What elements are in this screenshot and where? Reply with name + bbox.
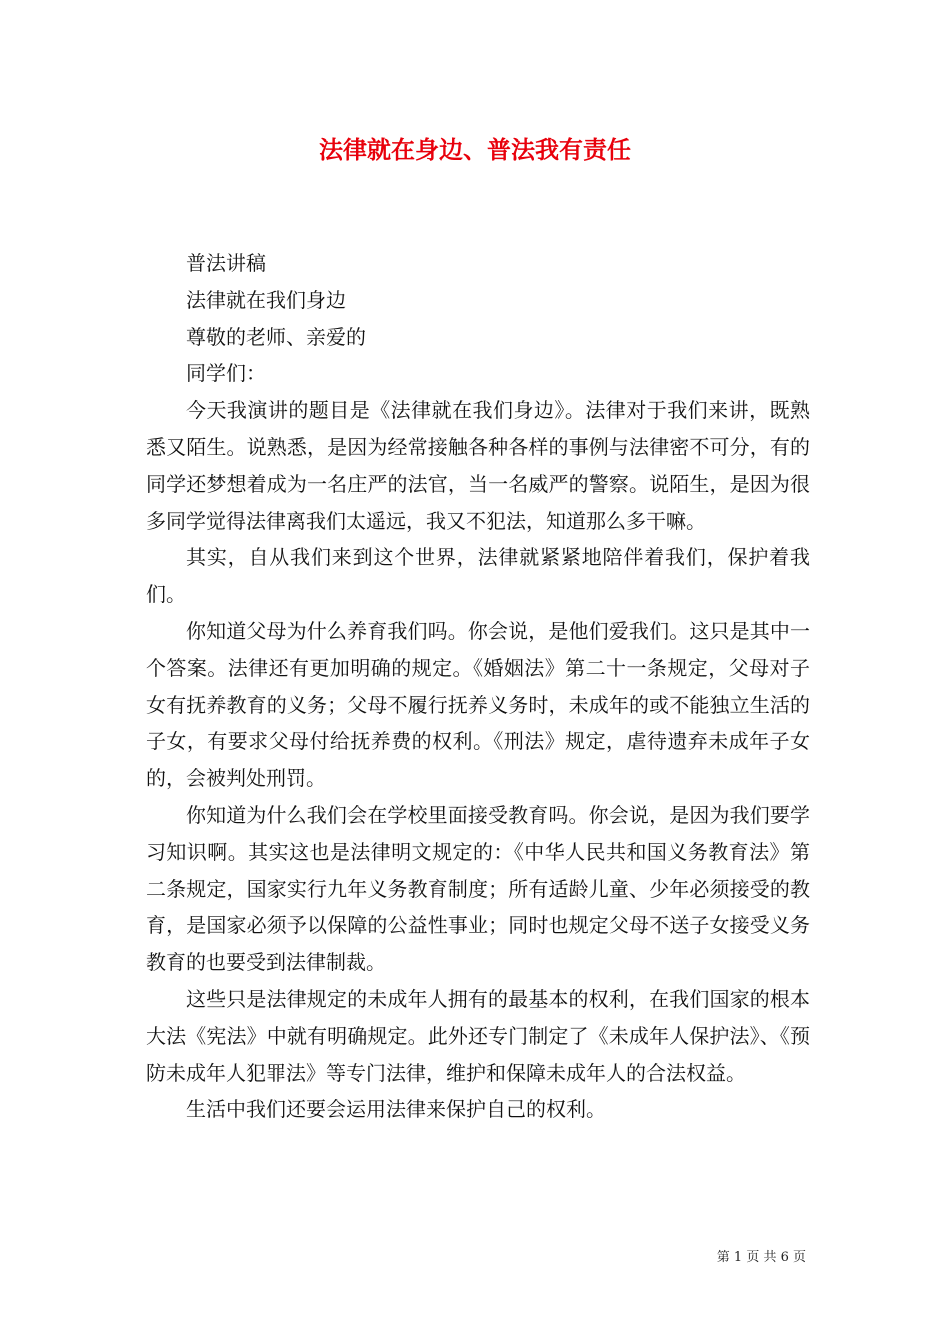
- document-title: 法律就在身边、普法我有责任: [319, 135, 631, 164]
- paragraph: 同学们：: [186, 361, 266, 386]
- paragraph: 其实，自从我们来到这个世界，法律就紧紧地陪伴着我们，保护着我们。: [146, 545, 810, 607]
- document-body: [146, 245, 810, 1128]
- paragraph: 今天我演讲的题目是《法律就在我们身边》。法律对于我们来讲，既熟悉又陌生。说熟悉，是因为经常接触各种各样的事例与法律密不可分，有的同学还梦想着成为一名庄严的法官，当一名威严的警察。说陌生，是因为很多同学觉得法律离我们太遥远，我又不犯法，知道那么多干嘛。: [146, 398, 810, 533]
- paragraph: 尊敬的老师、亲爱的: [186, 324, 366, 349]
- paragraph: 普法讲稿: [186, 251, 266, 275]
- paragraph: 你知道为什么我们会在学校里面接受教育吗。你会说，是因为我们要学习知识啊。其实这也是法律明文规定的：《中华人民共和国义务教育法》第二条规定，国家实行九年义务教育制度；所有适龄儿童、少年必须接受的教育，是国家必须予以保障的公益性事业；同时也规定父母不送子女接受义务教育的也要受到法律制裁。: [146, 802, 810, 975]
- paragraph: 法律就在我们身边: [186, 287, 346, 312]
- page-number: 第 1 页 共 6 页: [716, 1250, 806, 1265]
- paragraph: 生活中我们还要会运用法律来保护自己的权利。: [186, 1097, 606, 1122]
- paragraph: 你知道父母为什么养育我们吗。你会说，是他们爱我们。这只是其中一个答案。法律还有更加明确的规定。《婚姻法》第二十一条规定，父母对子女有抚养教育的义务；父母不履行抚养义务时，未成年的或不能独立生活的子女，有要求父母付给抚养费的权利。《刑法》规定，虐待遗弃未成年子女的，会被判处刑罚。: [146, 618, 810, 791]
- paragraph: 这些只是法律规定的未成年人拥有的最基本的权利，在我们国家的根本大法《宪法》中就有明确规定。此外还专门制定了《未成年人保护法》、《预防未成年人犯罪法》等专门法律，维护和保障未成年人的合法权益。: [146, 986, 810, 1085]
